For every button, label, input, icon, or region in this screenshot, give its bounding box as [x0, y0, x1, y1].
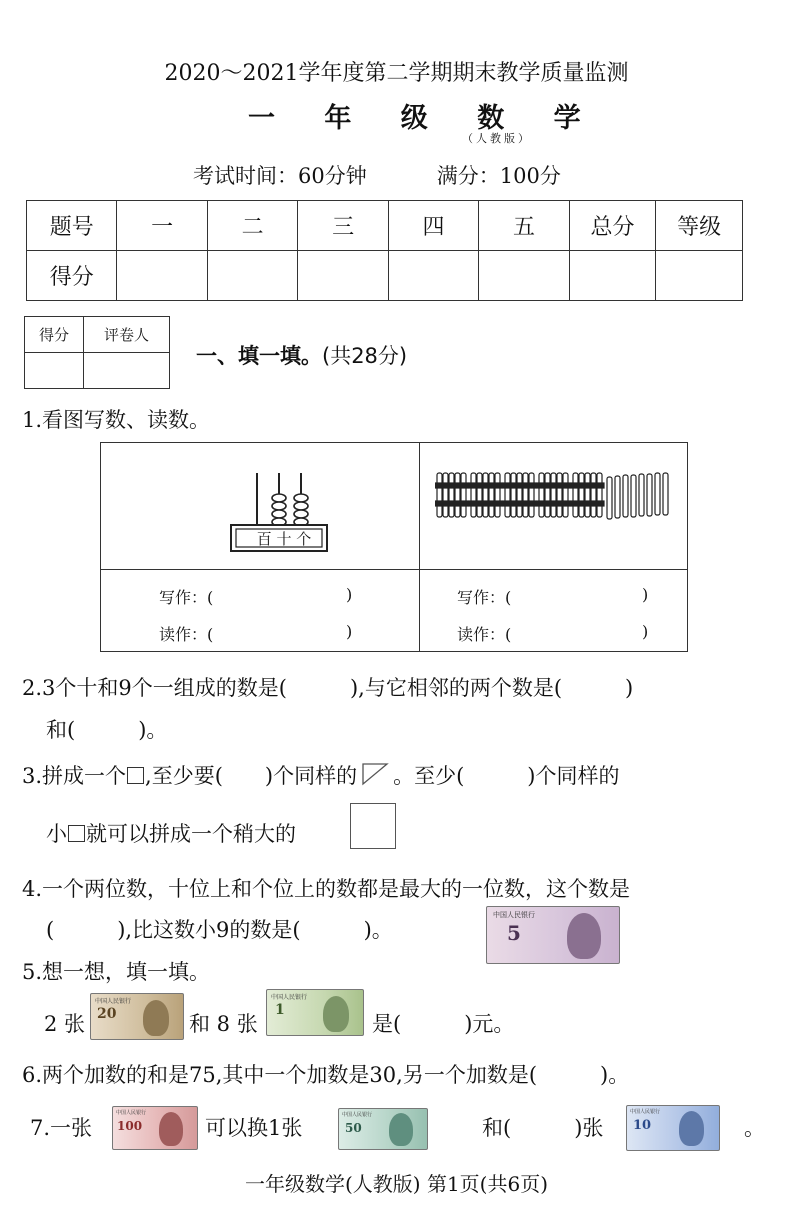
q3-line2-part-2: 就可以拼成一个稍大的 — [86, 822, 296, 846]
question-2-line-2: 和( )。 — [46, 718, 168, 742]
question-5: 5.想一想，填一填。 — [22, 960, 211, 984]
score-header-cell: 总分 — [569, 201, 656, 251]
banknote-bank-name: 中国人民银行 — [271, 994, 308, 1001]
score-table-score-row — [27, 251, 743, 301]
question-4-line-2: ( ),比这数小9的数是( )。 — [46, 918, 393, 942]
question-6: 6.两个加数的和是75,其中一个加数是30,另一个加数是( )。 — [22, 1063, 630, 1087]
score-table-header-row — [27, 201, 743, 251]
portrait-icon — [567, 913, 601, 959]
box-divider-vertical — [419, 443, 420, 651]
banknote-value: 10 — [633, 1118, 652, 1133]
abacus-label: 百 十 个 — [256, 530, 312, 548]
write-label-1: 写作：( — [159, 588, 214, 607]
q7-part-4: 。 — [744, 1116, 765, 1140]
question-1: 1.看图写数、读数。 — [22, 408, 211, 432]
grader-score-label: 得分 — [25, 317, 84, 353]
read-close-1: ) — [346, 622, 353, 641]
banknote-bank-name: 中国人民银行 — [116, 1110, 147, 1116]
stick-bundles-image — [435, 469, 679, 525]
banknote-bank-name: 中国人民银行 — [95, 998, 132, 1005]
exam-info — [193, 160, 561, 190]
score-input-cell[interactable] — [479, 251, 569, 301]
score-input-cell[interactable] — [569, 251, 656, 301]
triangle-icon — [361, 762, 389, 786]
read-close-2: ) — [642, 622, 649, 641]
question-1-figure-box — [100, 442, 688, 652]
one-yuan-banknote-image — [266, 989, 364, 1036]
banknote-bank-name: 中国人民银行 — [342, 1112, 373, 1118]
q5-part-1: 2 张 — [44, 1012, 86, 1036]
score-input-cell[interactable] — [117, 251, 207, 301]
portrait-icon — [679, 1111, 704, 1146]
edition-label: （人教版） — [462, 132, 532, 145]
score-header-cell: 四 — [388, 201, 478, 251]
banknote-value: 5 — [507, 921, 521, 945]
score-header-cell: 三 — [298, 201, 388, 251]
q5-part-3: 是( )元。 — [372, 1012, 515, 1036]
question-2-line-1: 2.3个十和9个一组成的数是( ),与它相邻的两个数是( ) — [22, 676, 634, 700]
score-header-cell: 五 — [479, 201, 569, 251]
read-label-2: 读作：( — [457, 625, 512, 644]
portrait-icon — [323, 996, 349, 1032]
square-icon — [127, 767, 144, 784]
banknote-value: 20 — [97, 1006, 117, 1022]
write-label-2: 写作：( — [457, 588, 512, 607]
q3-line2-part-1: 小 — [46, 822, 67, 846]
twenty-yuan-banknote-image — [90, 993, 184, 1040]
large-square-icon — [350, 803, 396, 849]
banknote-bank-name: 中国人民银行 — [630, 1109, 661, 1115]
q3-part-2: ,至少要( )个同样的 — [145, 764, 358, 788]
banknote-value: 50 — [345, 1121, 362, 1135]
write-answer-2[interactable] — [517, 581, 637, 605]
write-answer-1[interactable] — [219, 581, 341, 605]
exam-time: 考试时间：60分钟 — [193, 164, 367, 188]
question-3-line-2 — [46, 818, 296, 848]
small-square-icon — [68, 825, 85, 842]
question-3-line-1 — [22, 760, 620, 790]
grader-score-cell[interactable] — [25, 353, 84, 389]
full-score: 满分：100分 — [436, 164, 561, 188]
score-table — [26, 200, 743, 301]
q7-part-2: 可以换1张 — [205, 1116, 303, 1140]
grader-name-cell[interactable] — [84, 353, 170, 389]
five-yuan-banknote-image — [486, 906, 620, 964]
grader-table — [24, 316, 170, 389]
portrait-icon — [389, 1113, 413, 1146]
banknote-bank-name: 中国人民银行 — [493, 911, 535, 919]
section-1-title: 一、填一填。 — [196, 344, 322, 368]
q7-part-3: 和( )张 — [482, 1116, 604, 1140]
score-header-cell: 二 — [207, 201, 297, 251]
score-input-cell[interactable] — [656, 251, 743, 301]
write-close-2: ) — [642, 585, 649, 604]
banknote-value: 100 — [117, 1119, 143, 1133]
q7-part-1: 7.一张 — [30, 1116, 93, 1140]
exam-title: 2020～2021学年度第二学期期末教学质量监测 — [164, 61, 629, 86]
read-label-1: 读作：( — [159, 625, 214, 644]
read-answer-1[interactable] — [219, 618, 341, 642]
q3-part-1: 3.拼成一个 — [22, 764, 127, 788]
box-divider-horizontal — [101, 569, 687, 570]
ten-yuan-banknote-image — [626, 1105, 720, 1151]
score-input-cell[interactable] — [298, 251, 388, 301]
grader-name-label: 评卷人 — [84, 317, 170, 353]
portrait-icon — [159, 1112, 183, 1146]
q5-part-2: 和 8 张 — [189, 1012, 258, 1036]
subject-title: 一 年 级 数 学 — [248, 103, 601, 134]
question-4-line-1: 4.一个两位数，十位上和个位上的数都是最大的一位数，这个数是 — [22, 877, 631, 901]
score-row-label: 得分 — [27, 251, 117, 301]
score-input-cell[interactable] — [388, 251, 478, 301]
score-header-cell: 一 — [117, 201, 207, 251]
fifty-yuan-banknote-image — [338, 1108, 428, 1150]
q3-part-3: 。至少( )个同样的 — [393, 764, 620, 788]
score-header-cell: 题号 — [27, 201, 117, 251]
score-input-cell[interactable] — [207, 251, 297, 301]
banknote-value: 1 — [275, 1002, 285, 1018]
section-1-heading — [196, 340, 407, 370]
page-footer: 一年级数学(人教版) 第1页(共6页) — [244, 1172, 549, 1196]
score-header-cell: 等级 — [656, 201, 743, 251]
hundred-yuan-banknote-image — [112, 1106, 198, 1150]
write-close-1: ) — [346, 585, 353, 604]
read-answer-2[interactable] — [517, 618, 637, 642]
section-1-points: (共28分) — [322, 344, 408, 368]
portrait-icon — [143, 1000, 169, 1036]
